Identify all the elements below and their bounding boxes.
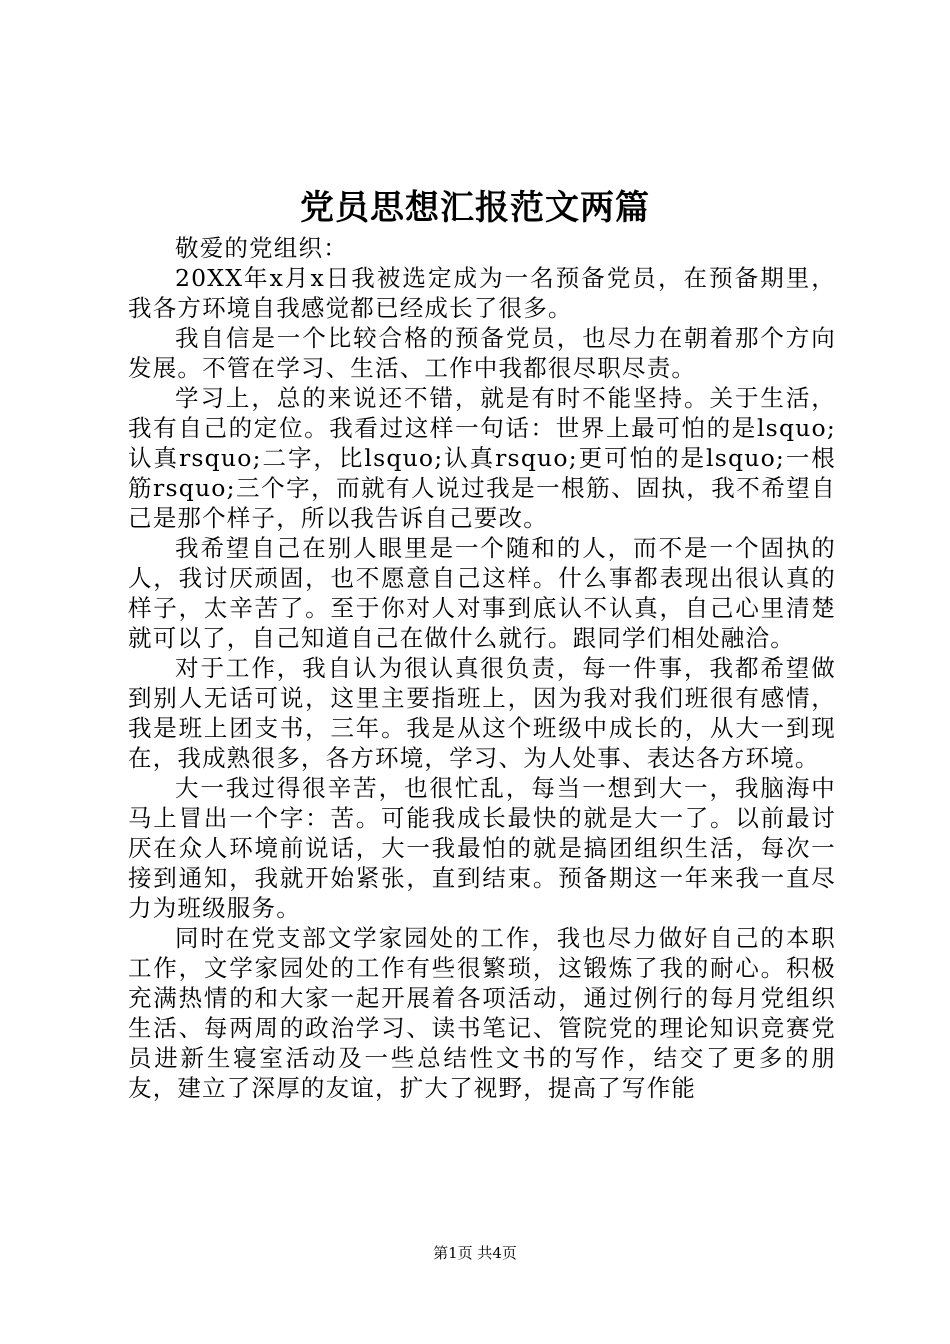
document-title: 党员思想汇报范文两篇 (300, 188, 650, 228)
paragraph: 20XX年x月x日我被选定成为一名预备党员，在预备期里，我各方环境自我感觉都已经成长了很多。 (128, 264, 836, 322)
paragraph: 学习上，总的来说还不错，就是有时不能坚持。关于生活，我有自己的定位。我看过这样一句话：世界上最可怕的是lsquo;认真rsquo;二字，比lsquo;认真rsquo;更可怕的是lsquo;一根筋rsquo;三个字，而就有人说过我是一根筋、固执，我不希望自己是那个样子，所以我告诉自己要改。 (128, 384, 836, 532)
paragraph: 对于工作，我自认为很认真很负责，每一件事，我都希望做到别人无话可说，这里主要指班上，因为我对我们班很有感情，我是班上团支书，三年。我是从这个班级中成长的，从大一到现在，我成熟很多，各方环境，学习、为人处事、表达各方环境。 (128, 654, 836, 772)
salutation: 敬爱的党组织： (175, 234, 348, 262)
document-body (128, 233, 836, 1103)
paragraph: 大一我过得很辛苦，也很忙乱，每当一想到大一，我脑海中马上冒出一个字：苦。可能我成长最快的就是大一了。以前最讨厌在众人环境前说话，大一我最怕的就是搞团组织生活，每次一接到通知，我就开始紧张，直到结束。预备期这一年来我一直尽力为班级服务。 (128, 774, 836, 922)
paragraph: 我希望自己在别人眼里是一个随和的人，而不是一个固执的人，我讨厌顽固，也不愿意自己这样。什么事都表现出很认真的样子，太辛苦了。至于你对人对事到底认不认真，自己心里清楚就可以了，自己知道自己在做什么就行。跟同学们相处融洽。 (128, 534, 836, 652)
paragraph: 同时在党支部文学家园处的工作，我也尽力做好自己的本职工作，文学家园处的工作有些很繁琐，这锻炼了我的耐心。积极充满热情的和大家一起开展着各项活动，通过例行的每月党组织生活、每两周的政治学习、读书笔记、管院党的理论知识竞赛党员进新生寝室活动及一些总结性文书的写作，结交了更多的朋友，建立了深厚的友谊，扩大了视野，提高了写作能 (128, 924, 836, 1102)
paragraph: 我自信是一个比较合格的预备党员，也尽力在朝着那个方向发展。不管在学习、生活、工作中我都很尽职尽责。 (128, 324, 836, 382)
page-footer: 第1页 共4页 (433, 1244, 517, 1262)
